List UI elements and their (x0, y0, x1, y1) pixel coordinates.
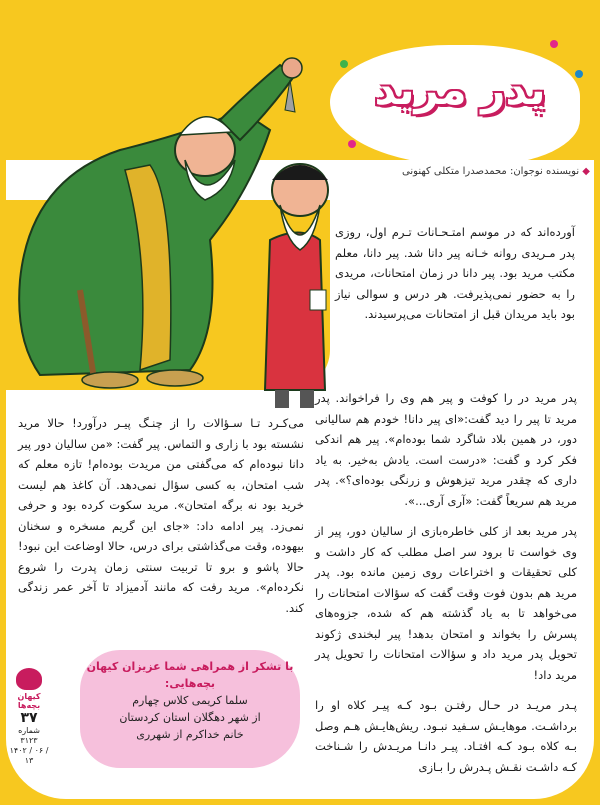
story-paragraph: آورده‌اند که در موسم امتـحـانات تـرم اول، روزی پدر مـریدی روانه خـانه پیر دانا شد. پیر دانا، معلم مکتب مرید بود. پیر دانا در زمان امتحانات، مریدی را به حضور نمی‌پذیرفت. هر درس و سوالی نیاز بود باید مریدان قبل از امتحانات می‌پرسیدند. (335, 225, 575, 321)
student-hair (272, 165, 328, 180)
byline-bullet-icon: ◆ (582, 166, 590, 177)
issue-label: شماره (18, 726, 40, 735)
story-paragraph: می‌کـرد تـا سـؤالات را از چنـگ پیـر درآورد! حالا مرید نشسته بود با زاری و التماس. پیر گفت: «من سالیان دور پیر دانا نبوده‌ام که می‌گفتی من مریدت بوده‌ام! تازه معلم که شب امتحان، به کسی سؤال نمی‌دهد. آن کاغذ هم لیست خرید بود نه برگه امتحان». مرید سکوت کرده بود و حرفی نمی‌زد. پیر ادامه داد: «جای این گریم مسخره و سخنان بیهوده، وقت می‌گذاشتی برای درس، حالا اوضاعت این نبود! حالا پاشو و برو تا تربیت سنتی زمان پدرت را شروع نکرده‌ام». مرید رفت که مانند آدمیزاد تا آخر عمر زندگی کند. (18, 416, 304, 615)
confetti-dot (575, 70, 583, 78)
confetti-dot (550, 40, 558, 48)
acknowledgement-box (80, 650, 300, 768)
student-leg (275, 390, 289, 408)
magazine-name: کیهان بچه‌ها (17, 692, 41, 710)
confetti-dot (340, 60, 348, 68)
author-byline (300, 166, 590, 177)
confetti-dot (348, 140, 356, 148)
story-title: پدر مرید (374, 65, 546, 114)
story-illustration (0, 40, 330, 410)
old-man-shoe (147, 370, 203, 386)
author-name: نویسنده نوجوان: محمدصدرا متکلی کهنونی (402, 166, 580, 177)
issue-number: ۳۱۲۳ (20, 736, 38, 745)
acknowledgement-title: با تشکر از همراهی شما عزیزان کیهان بچه‌هایی: (86, 660, 294, 690)
story-paragraph: پدر مرید در را کوفت و پیر هم وی را فراخواند. پدر مرید تا پیر را دید گفت:«ای پیر دانا! خودم هم سالیانی دور، در همین بلاد شاگرد شما بوده‌ام». پیر هم اندکی فکر کرد و گفت: «درست است. یادش به‌خیر. به یاد داری که چقدر مرید تیزهوش و زرنگی بوده‌ای؟». پدر مرید هم سریعاً گفت: «آری آری...». (315, 391, 577, 508)
acknowledgement-line: از شهر دهگلان استان کردستان (119, 711, 261, 724)
page-number: ۳۷ (20, 710, 38, 726)
exam-paper (310, 290, 326, 310)
story-right-column (315, 388, 577, 787)
magazine-logo (8, 668, 50, 766)
old-man-shoe (82, 372, 138, 388)
old-man-hand (282, 58, 302, 78)
story-paragraph: پدر مرید بعد از کلی خاطره‌بازی از سالیان دور، پیر از وی خواست تا برود سر اصل مطلب که کار داشت و کلی تحقیقات و اختراعات روی زمین مانده بود. پدر مرید هم بدون فوت وقت گفت که سؤالات امتحانات را می‌خواهد تا به یاد گذشته هم که شده، جزوه‌های پسرش را بخواند و امتحان بدهد! پیر لبخندی ژکوند تحویل پدر مرید داد و سؤالات امتحانات را تحویل پدر مرید داد! (315, 524, 577, 682)
acknowledgement-line: خانم خداکرم از شهرری (136, 728, 244, 741)
story-paragraph: پـدر مریـد در حـال رفتـن بـود کـه پیـر کلاه او را برداشـت. موهایـش سـفید نبـود. ریش‌هایـش هـم وصل بـه کلاه بـود کـه افتـاد. پیـر دانـا مریـدش را شـناخت کـه داشـت نقـش پـدرش را بـازی (315, 698, 577, 774)
story-left-column (18, 413, 304, 628)
story-intro-column (335, 222, 575, 335)
magazine-emblem-icon (16, 668, 42, 690)
issue-date: ۱۴۰۲ / ۰۶ / ۱۳ (9, 746, 49, 765)
student-robe (265, 233, 325, 391)
acknowledgement-line: سلما کریمی کلاس چهارم (132, 694, 248, 707)
student-leg (300, 390, 314, 408)
